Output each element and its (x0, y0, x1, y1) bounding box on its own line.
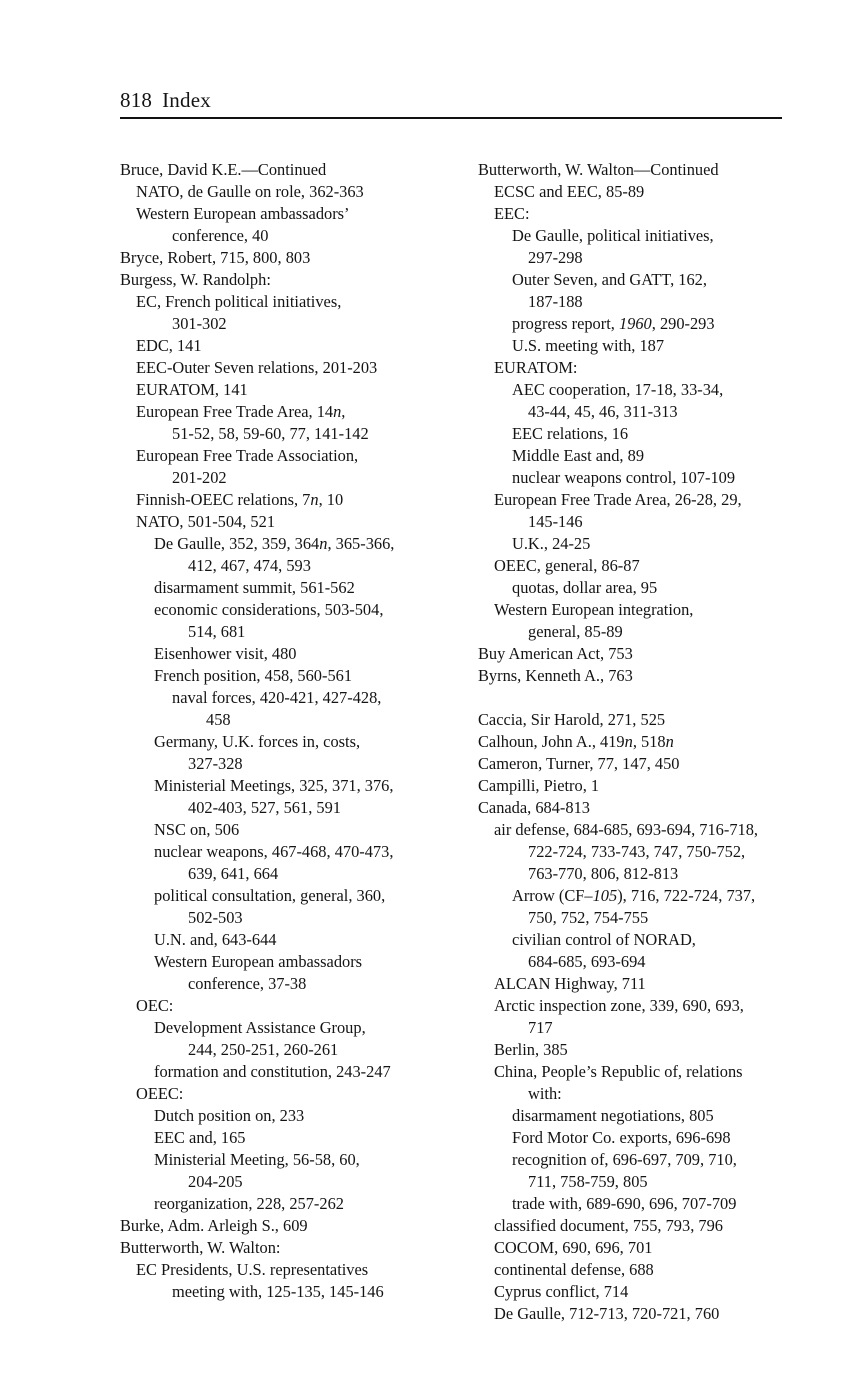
index-entry: 750, 752, 754-755 (528, 908, 649, 927)
index-entry: continental defense, 688 (494, 1260, 654, 1279)
index-entry: general, 85-89 (528, 622, 623, 641)
index-entry: U.K., 24-25 (512, 534, 591, 553)
index-entry: 327-328 (188, 754, 243, 773)
index-entry: nuclear weapons control, 107-109 (512, 468, 736, 487)
index-entry: 301-302 (172, 314, 227, 333)
index-entry: 502-503 (188, 908, 243, 927)
index-entry: OEEC: (136, 1084, 184, 1103)
index-entry: quotas, dollar area, 95 (512, 578, 658, 597)
index-entry: Western European ambassadors’ (136, 204, 350, 223)
index-entry: COCOM, 690, 696, 701 (494, 1238, 653, 1257)
index-entry: Canada, 684-813 (478, 798, 590, 817)
index-entry: formation and constitution, 243-247 (154, 1062, 391, 1081)
index-entry: Ministerial Meeting, 56-58, 60, (154, 1150, 360, 1169)
index-entry: 187-188 (528, 292, 583, 311)
index-entry: 402-403, 527, 561, 591 (188, 798, 341, 817)
index-column-left (120, 159, 450, 1303)
index-entry: Cameron, Turner, 77, 147, 450 (478, 754, 680, 773)
index-entry: EEC-Outer Seven relations, 201-203 (136, 358, 378, 377)
index-entry: EURATOM, 141 (136, 380, 248, 399)
index-entry: recognition of, 696-697, 709, 710, (512, 1150, 737, 1169)
index-entry: 684-685, 693-694 (528, 952, 646, 971)
index-entry: disarmament summit, 561-562 (154, 578, 355, 597)
index-entry: OEEC, general, 86-87 (494, 556, 640, 575)
index-entry: Buy American Act, 753 (478, 644, 633, 663)
index-entry: U.N. and, 643-644 (154, 930, 277, 949)
index-entry: AEC cooperation, 17-18, 33-34, (512, 380, 724, 399)
index-entry: 244, 250-251, 260-261 (188, 1040, 339, 1059)
index-entry: economic considerations, 503-504, (154, 600, 384, 619)
index-entry: Butterworth, W. Walton: (120, 1238, 281, 1257)
index-entry: De Gaulle, 712-713, 720-721, 760 (494, 1304, 720, 1323)
index-entry: De Gaulle, political initiatives, (512, 226, 714, 245)
index-entry: Arctic inspection zone, 339, 690, 693, (494, 996, 744, 1015)
index-entry: 763-770, 806, 812-813 (528, 864, 679, 883)
index-entry: Campilli, Pietro, 1 (478, 776, 600, 795)
index-entry: European Free Trade Area, 14n, (136, 402, 346, 421)
index-entry: NSC on, 506 (154, 820, 240, 839)
index-entry: civilian control of NORAD, (512, 930, 696, 949)
header-rule (120, 117, 782, 119)
index-entry: Caccia, Sir Harold, 271, 525 (478, 710, 666, 729)
index-entry: 722-724, 733-743, 747, 750-752, (528, 842, 746, 861)
index-entry: Eisenhower visit, 480 (154, 644, 297, 663)
index-entry: 51-52, 58, 59-60, 77, 141-142 (172, 424, 369, 443)
index-entry: Burke, Adm. Arleigh S., 609 (120, 1216, 308, 1235)
index-entry: conference, 40 (172, 226, 269, 245)
index-entry: conference, 37-38 (188, 974, 307, 993)
index-entry: classified document, 755, 793, 796 (494, 1216, 723, 1235)
index-entry: 717 (528, 1018, 553, 1037)
index-entry: Cyprus conflict, 714 (494, 1282, 629, 1301)
index-entry: air defense, 684-685, 693-694, 716-718, (494, 820, 759, 839)
index-entry: NATO, 501-504, 521 (136, 512, 276, 531)
index-entry: 43-44, 45, 46, 311-313 (528, 402, 678, 421)
index-entry: 412, 467, 474, 593 (188, 556, 311, 575)
index-entry: nuclear weapons, 467-468, 470-473, (154, 842, 394, 861)
index-entry: Germany, U.K. forces in, costs, (154, 732, 361, 751)
index-entry: Calhoun, John A., 419n, 518n (478, 732, 674, 751)
index-entry: French position, 458, 560-561 (154, 666, 353, 685)
index-entry: Finnish-OEEC relations, 7n, 10 (136, 490, 344, 509)
index-entry: political consultation, general, 360, (154, 886, 386, 905)
index-entry: Ford Motor Co. exports, 696-698 (512, 1128, 731, 1147)
index-entry: Byrns, Kenneth A., 763 (478, 666, 633, 685)
index-entry: 204-205 (188, 1172, 243, 1191)
index-entry: European Free Trade Association, (136, 446, 359, 465)
index-entry: 711, 758-759, 805 (528, 1172, 648, 1191)
index-entry: Dutch position on, 233 (154, 1106, 305, 1125)
index-entry: De Gaulle, 352, 359, 364n, 365-366, (154, 534, 395, 553)
index-entry: Bruce, David K.E.—Continued (120, 160, 327, 179)
index-entry: progress report, 1960, 290-293 (512, 314, 715, 333)
index-entry: EDC, 141 (136, 336, 202, 355)
index-entry: Burgess, W. Randolph: (120, 270, 271, 289)
index-entry: Western European integration, (494, 600, 694, 619)
index-entry: Western European ambassadors (154, 952, 363, 971)
index-entry: with: (528, 1084, 562, 1103)
index-entry: reorganization, 228, 257-262 (154, 1194, 344, 1213)
index-entry: Ministerial Meetings, 325, 371, 376, (154, 776, 394, 795)
index-entry: European Free Trade Area, 26-28, 29, (494, 490, 742, 509)
index-entry: EEC: (494, 204, 530, 223)
page-header (120, 88, 782, 118)
index-entry: 514, 681 (188, 622, 246, 641)
index-entry: Arrow (CF–105), 716, 722-724, 737, (512, 886, 756, 905)
index-entry: EEC relations, 16 (512, 424, 629, 443)
index-entry: EEC and, 165 (154, 1128, 246, 1147)
index-column-right (478, 159, 808, 1325)
index-entry: Berlin, 385 (494, 1040, 568, 1059)
index-entry: 201-202 (172, 468, 227, 487)
index-entry: Butterworth, W. Walton—Continued (478, 160, 719, 179)
index-entry: 297-298 (528, 248, 583, 267)
entry-gap (478, 687, 808, 709)
index-entry: trade with, 689-690, 696, 707-709 (512, 1194, 737, 1213)
index-entry: naval forces, 420-421, 427-428, (172, 688, 382, 707)
index-entry: EC Presidents, U.S. representatives (136, 1260, 369, 1279)
page-number: 818 (120, 88, 153, 112)
index-entry: Outer Seven, and GATT, 162, (512, 270, 707, 289)
section-title: Index (162, 88, 211, 112)
index-entry: meeting with, 125-135, 145-146 (172, 1282, 384, 1301)
index-entry: disarmament negotiations, 805 (512, 1106, 714, 1125)
index-entry: EC, French political initiatives, (136, 292, 342, 311)
index-entry: 639, 641, 664 (188, 864, 279, 883)
index-entry: 145-146 (528, 512, 583, 531)
running-head (120, 88, 782, 113)
index-entry: ECSC and EEC, 85-89 (494, 182, 645, 201)
index-entry: Development Assistance Group, (154, 1018, 366, 1037)
index-entry: Middle East and, 89 (512, 446, 645, 465)
index-entry: China, People’s Republic of, relations (494, 1062, 743, 1081)
index-entry: Bryce, Robert, 715, 800, 803 (120, 248, 311, 267)
index-entry: NATO, de Gaulle on role, 362-363 (136, 182, 364, 201)
index-entry: U.S. meeting with, 187 (512, 336, 665, 355)
index-entry: EURATOM: (494, 358, 578, 377)
index-entry: ALCAN Highway, 711 (494, 974, 646, 993)
index-entry: OEC: (136, 996, 174, 1015)
index-entry: 458 (206, 710, 231, 729)
